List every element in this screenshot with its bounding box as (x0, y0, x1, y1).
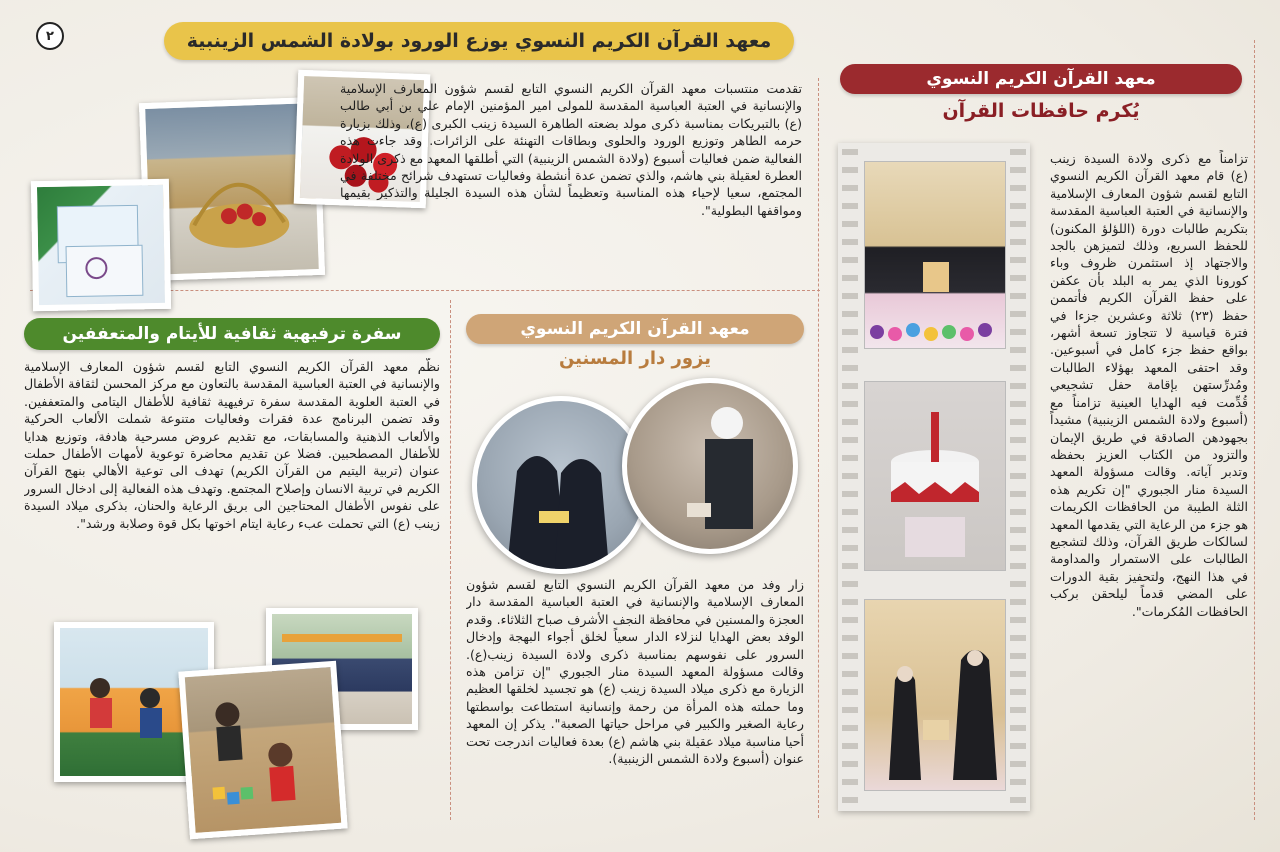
balloons-icon (865, 162, 1005, 348)
divider (1254, 40, 1255, 820)
people-icon (865, 600, 1005, 790)
photo-visit-elderly (622, 378, 798, 554)
top-article-body: تقدمت منتسبات معهد القرآن الكريم النسوي التابع لقسم شؤون المعارف الإسلامية والإنسانية في العتبة العباسية المقدسة للمولى امير المؤمنين الإمام علي بن أبي طالب (ع) بالتبريكات بمناسبة ذكرى مولد بضعته الطاهرة السيدة زينب الكبرى (ع)، وذلك بزيارة حرمه الطاهر وتوزيع الورود والحلوى وبطاقات التهنئة على الزائرات. وقد جاءت هذه الفعالية ضمن فعاليات أسبوع (ولادة الشمس الزينبية) التي أطلقها المعهد مع ذكرى الولادة العطرة لعقيلة بني هاشم، والذي تضمن عدة أنشطة وفعاليات تستهدف شرائح مختلفة في المجتمع، سعيا لإحياء هذه المناسبة وتعظيماً لشأن هذه السيدة الجليلة والتذكير بقيمها ومواقفها البطولية". (340, 81, 802, 218)
photo-ceremony-group (864, 161, 1006, 349)
photo-celebration-cake (864, 381, 1006, 571)
basket-icon (145, 103, 319, 275)
top-article-title-banner (164, 22, 794, 60)
film-holes (842, 143, 858, 811)
photo-award-presentation (864, 599, 1006, 791)
right-article-subtitle: يُكرم حافظات القرآن (942, 100, 1140, 122)
film-holes (1010, 143, 1026, 811)
left-article-title-banner (24, 318, 440, 350)
card-icon (37, 185, 165, 305)
divider (818, 78, 819, 818)
middle-article-body: زار وفد من معهد القرآن الكريم النسوي التابع لقسم شؤون المعارف الإسلامية والإنسانية في العتبة العباسية المقدسة دار العجزة والمسنين في محافظة النجف الأشرف صباح الثلاثاء. وقدم الوفد بعض الهدايا لنزلاء الدار سعياً لخلق أجواء البهجة وإدخال السرور على نفوسهم بمناسبة ذكرى ولادة السيدة زينب(ع). وقالت مسؤولة المعهد السيدة منار الجبوري "إن تزامن هذه الزيارة مع ذكرى ميلاد السيدة زينب (ع) هو تجسيد لخلقها العظيم وما حملته هذه المرأة من رحمة وإنسانية استطاعت بواسطتها رعاية الصغير والكبير في مراحل حياتها الصعبة". يذكر إن المعهد أحيا مناسبة ميلاد عقيلة بني هاشم (ع) بعدة فعاليات اندرجت تحت عنوان (أسبوع ولادة الشمس الزينبية). (466, 577, 804, 767)
cake-icon (865, 382, 1005, 570)
right-article-body: تزامناً مع ذكرى ولادة السيدة زينب (ع) قام معهد القرآن الكريم النسوي التابع لقسم شؤون المعارف الإسلامية والإنسانية في العتبة العباسية المقدسة بتكريم طالبات دورة (اللؤلؤ المكنون) للحفظ السريع، وذلك لتميزهن بالجد والاجتهاد إذ استثمرن ظروف وباء كورونا الذي يمر به البلد بأن عكفن على حفظ القرآن الكريم فأتممن حفظ (٢٣) ثلاثة وعشرين جزءا في فترة قياسية لا تتجاوز تسعة أشهر، بواقع حفظ جزء كامل في أسبوعين. وقد احتفى المعهد بهؤلاء الطالبات ومُدرِّستهن بإقامة حفل تشجيعي قُدِّمت فيه الهدايا العينية تزامناً مع (أسبوع ولادة الشمس الزينبية) مشيداً بجهودهن الصادقة في طريق الإيمان والتزود من الكتاب العزيز بحفظه وتدبر آياته. وقالت مسؤولة المعهد السيدة منار الجبوري "إن تكريم هذه الثلة الطيبة من الحافظات الكريمات هو جزء من الرعاية التي يقدمها المعهد لسالكات طريق القرآن، وذلك لتشجيع الطالبات على الاستمرار والمداومة في هذا النهج، ولتحفيز بقية الدورات على المضي قدماً ليلحقن بركب الحافظات المُكرمات". (1050, 151, 1248, 619)
page-number: ٢ (36, 22, 64, 50)
toys-icon (185, 667, 342, 833)
left-article-title: سفرة ترفيهية ثقافية للأيتام والمتعففين (62, 324, 402, 344)
photo-greeting-cards (31, 179, 171, 311)
left-article-body: نظّم معهد القرآن الكريم النسوي التابع لقسم شؤون المعارف الإسلامية والإنسانية في العتبة العباسية المقدسة بالتعاون مع مركز المحسن لثقافة الأطفال في العتبة العلوية المقدسة سفرة ترفيهية ثقافية للأطفال اليتامى والمتعففين. وقد تضمن البرنامج عدة فقرات وفعاليات متنوعة شملت الألعاب الحركية والألعاب الذهنية والمسابقات، مع تقديم عروض مسرحية هادفة، وتوزيع هدايا للأطفال المصطحبين. فضلا عن تقديم محاضرة توعوية لأمهات الأطفال حملت عنوان (تربية اليتيم من القرآن الكريم) تهدف الى توعية الأهالي بنهج القرآن الكريم في تربية الانسان وإصلاح المجتمع. وتهدف هذه الفعالية إلى ادخال السرور على نفوس الأطفال المحتاجين الى بريق الرعاية والحنان، بذكرى ميلاد السيدة زينب (ع) التي تحملت عبء رعاية ايتام اخوتها بكل قوة وصلابة ورشد". (24, 359, 440, 531)
filmstrip (838, 143, 1030, 811)
right-article-title-banner (840, 64, 1242, 94)
middle-article-subtitle: يزور دار المسنين (558, 348, 711, 369)
elderly-man-icon (627, 383, 793, 549)
middle-article-title-banner (466, 314, 804, 344)
divider (450, 300, 451, 820)
top-article-title: معهد القرآن الكريم النسوي يوزع الورود بولادة الشمس الزينبية (186, 30, 772, 52)
middle-article-title: معهد القرآن الكريم النسوي (520, 319, 750, 339)
photo-kids-play (178, 661, 347, 840)
right-article-title: معهد القرآن الكريم النسوي (926, 69, 1156, 89)
women-icon (477, 401, 645, 569)
